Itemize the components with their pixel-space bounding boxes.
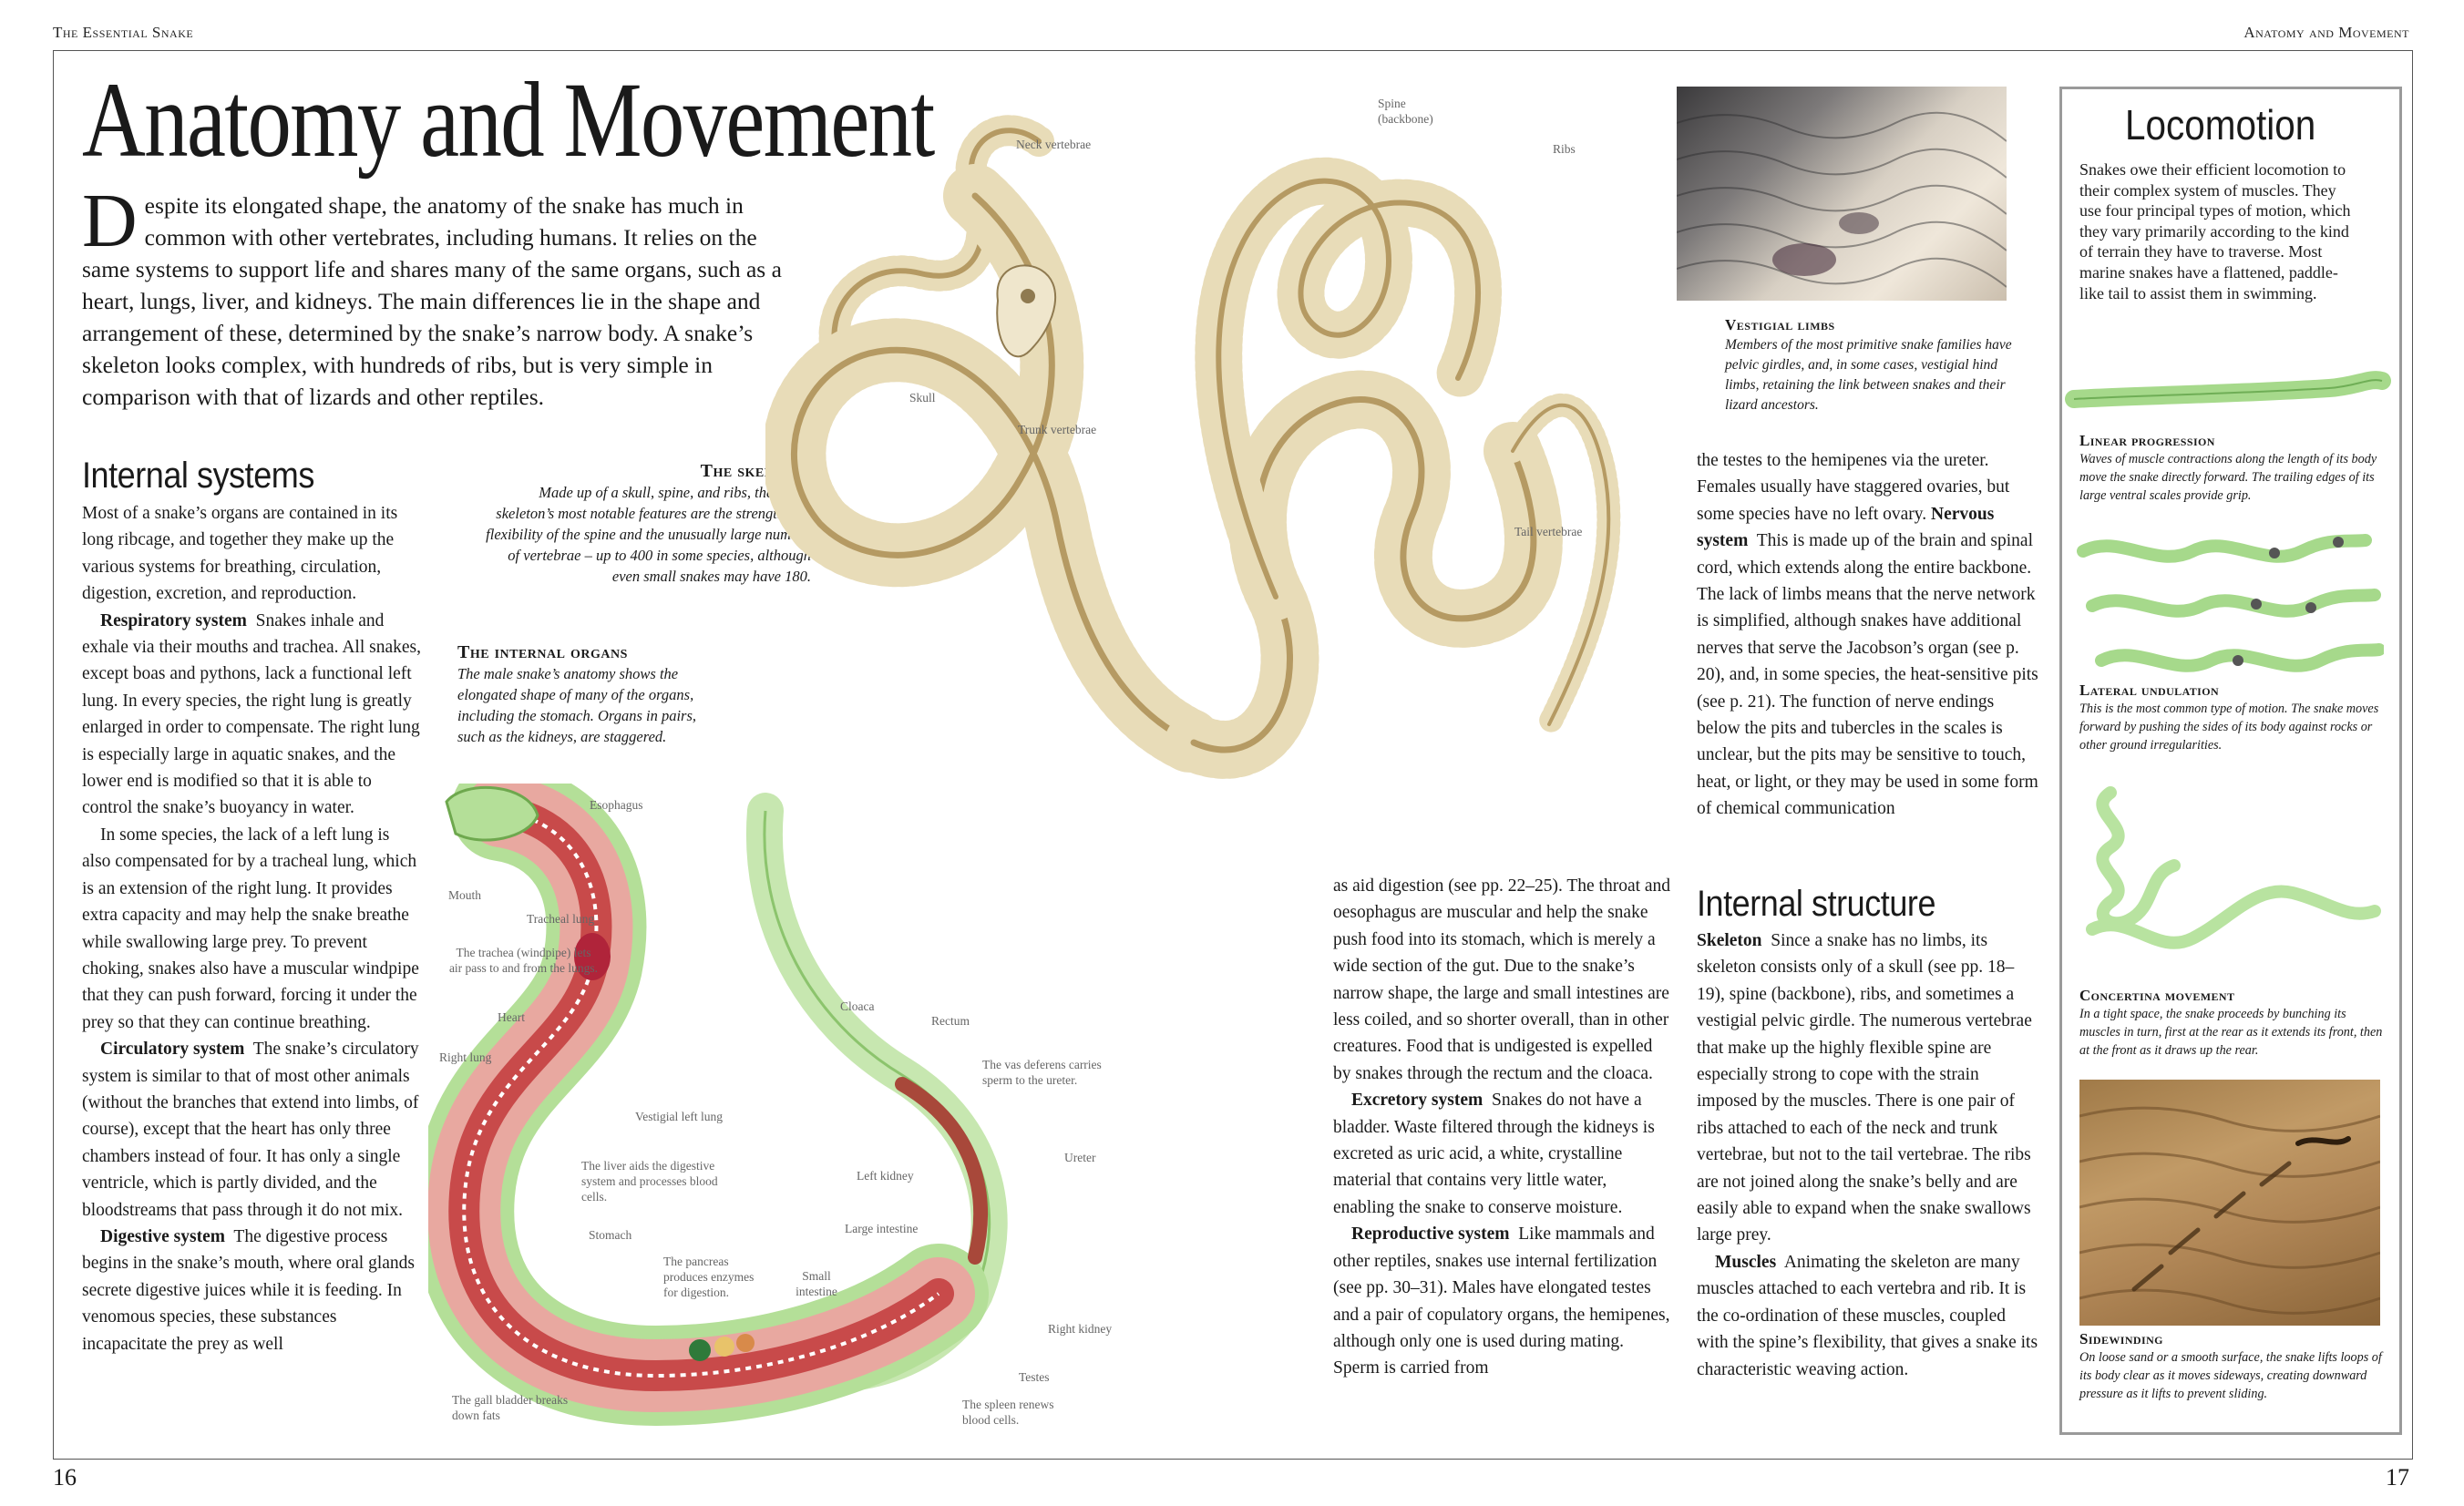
caption-title: The internal organs <box>457 642 628 662</box>
middle-column-text <box>1333 873 1672 1382</box>
run-in-head: Respiratory system <box>100 610 247 630</box>
paragraph: In some species, the lack of a left lung is also compensated for by a tracheal lung, which is an extension of the right lung. It provides extra capacity and may help the snake breathe while swallowing large prey. To prevent choking, snakes also have a muscular windpipe that they can push forward, forcing it under the prey so that they can continue breathing. <box>82 825 419 1032</box>
caption-title: Linear progression <box>2079 432 2215 449</box>
label-vas-deferens: The vas deferens carries sperm to the ureter. <box>982 1058 1102 1087</box>
paragraph-text: the testes to the hemipenes via the ureter. Females usually have staggered ovaries, but some species have no left ovary. <box>1697 451 2010 524</box>
caption-title: Lateral undulation <box>2079 681 2220 699</box>
caption-text: On loose sand or a smooth surface, the snake lifts loops of its body clear as it moves sideways, creating downward pressure as it lifts to prevent sliding. <box>2079 1350 2382 1401</box>
running-head-left: The Essential Snake <box>53 24 194 41</box>
snake-scales-image <box>1677 87 2007 301</box>
caption-text: This is the most common type of motion. The snake moves forward by pushing the sides of its body against rocks or other ground irregularities. <box>2079 702 2379 753</box>
label-spleen: The spleen renews blood cells. <box>962 1398 1054 1427</box>
label-right-lung: Right lung <box>439 1050 492 1064</box>
run-in-head: Excretory system <box>1351 1091 1484 1111</box>
label-skull: Skull <box>909 391 936 405</box>
caption-title: The skeleton <box>700 461 811 481</box>
sidewinder-snake-icon <box>2298 1139 2348 1143</box>
label-mouth: Mouth <box>448 888 482 902</box>
sidebar-intro: Snakes owe their efficient locomotion to their complex system of muscles. They use four principal types of motion, which they vary primarily according to the kind of terrain they have to traverse. Most marine snakes have a flattened, paddle-like tail to assist them in swimming. <box>2079 160 2351 302</box>
label-pancreas: The pancreas produces enzymes for digestion. <box>663 1255 755 1299</box>
paragraph: as aid digestion (see pp. 22–25). The throat and oesophagus are muscular and help the snake push food into its stomach, which is merely a wide section of the gut. Due to the snake’s narrow shape, the large and small intestines are less coiled, and so shorter overall, than in other creatures. Food that is undigested is expelled by snakes through the rectum and the cloaca. <box>1333 876 1671 1083</box>
label-trachea: The trachea (windpipe) lets air pass to and from the lungs. <box>448 946 599 975</box>
paragraph <box>1697 927 2041 1249</box>
label-gall-bladder: The gall bladder breaks down fats <box>452 1393 569 1422</box>
right-column-lower-text <box>1697 927 2041 1383</box>
intro-paragraph <box>82 179 782 413</box>
label-ureter: Ureter <box>1064 1151 1096 1164</box>
left-column-text <box>82 500 421 1357</box>
label-stomach: Stomach <box>589 1228 632 1242</box>
vestigial-limbs-photo <box>1677 87 2007 301</box>
paragraph-text: Like mammals and other reptiles, snakes use internal fertilization (see pp. 30–31). Males have elongated testes and a pair of copulatory organs, the hemipenes, although only one is used during mating. Sperm is carried from <box>1333 1224 1670 1378</box>
paragraph <box>1697 447 2041 823</box>
run-in-head: Muscles <box>1715 1252 1777 1272</box>
paragraph-text: Animating the skeleton are many muscles attached to each vertebra and rib. It is the co-ordination of these muscles, coupled with the spine’s flexibility, that gives a snake its characteristic weaving action. <box>1697 1252 2038 1379</box>
label-right-kidney: Right kidney <box>1048 1322 1113 1336</box>
heading-internal-structure: Internal structure <box>1697 884 1936 924</box>
paragraph-text: Snakes do not have a bladder. Waste filtered through the kidneys is excreted as uric acid, a white, crystalline material that contains very little water, enabling the snake to conserve moisture. <box>1333 1091 1655 1217</box>
caption-title: Vestigial limbs <box>1725 316 1835 333</box>
page-title: Anatomy and Movement <box>82 60 934 179</box>
label-cloaca: Cloaca <box>840 999 875 1013</box>
concertina-caption <box>2079 987 2389 1060</box>
run-in-head: Reproductive system <box>1351 1224 1510 1245</box>
paragraph: Most of a snake’s organs are contained in its long ribcage, and together they make up the various systems for breathing, circulation, digestion, excretion, and reproduction. <box>82 504 398 604</box>
paragraph <box>1697 1249 2041 1383</box>
right-column-upper-text <box>1697 447 2041 823</box>
label-ribs: Ribs <box>1553 142 1576 156</box>
paragraph <box>82 1036 421 1224</box>
intro-text: espite its elongated shape, the anatomy of the snake has much in common with other vertebrates, including humans. It relies on the same systems to support life and shares many of the same organs, such as a heart, lungs, liver, and kidneys. The main differences lie in the shape and arrangement of these, determined by the snake’s narrow body. A snake’s skeleton looks complex, with hundreds of ribs, but is very simple in comparison with that of lizards and other reptiles. <box>82 192 782 410</box>
label-trunk-vertebrae: Trunk vertebrae <box>1018 423 1097 436</box>
snake-skeleton-illustration <box>765 87 1677 870</box>
paragraph <box>1333 1087 1672 1221</box>
lateral-undulation-illustration <box>2074 524 2384 679</box>
drop-cap: D <box>82 179 138 263</box>
paragraph-text: Since a snake has no limbs, its skeleton consists only of a skull (see pp. 18–19), spine (backbone), ribs, and sometimes a vestigial pelvic girdle. The numerous vertebrae that make up the highly flexible spine are especially strong to cope with the strain imposed by the muscles. There is one pair of ribs attached to each of the neck and trunk vertebrae, but not to the tail vertebrae. The ribs are not joined along the snake’s belly and are easily able to expand when the snake swallows large prey. <box>1697 931 2032 1245</box>
label-large-intestine: Large intestine <box>845 1222 919 1235</box>
spleen-icon <box>736 1334 755 1352</box>
paragraph-text: The digestive process begins in the snake’s mouth, where oral glands secrete digestive juices while it is feeding. In venomous species, these substances incapacitate the prey as well <box>82 1226 416 1354</box>
vestigial-caption <box>1725 315 2035 415</box>
caption-text: Waves of muscle contractions along the length of its body move the snake directly forward. The trailing edges of its large ventral scales provide grip. <box>2079 452 2377 503</box>
lateral-undulation-caption <box>2079 681 2389 754</box>
label-liver: The liver aids the digestive system and processes blood cells. <box>581 1159 718 1204</box>
linear-progression-illustration <box>2065 364 2393 419</box>
label-tail-vertebrae: Tail vertebrae <box>1514 525 1583 538</box>
paragraph-text: Snakes inhale and exhale via their mouths and trachea. All snakes, except boas and pythons, lack a functional left lung. In every species, the right lung is greatly enlarged in order to compensate. The right lung is especially large in aquatic snakes, and the lower end is modified so that it is able to control the snake’s buoyancy in water. <box>82 610 422 818</box>
paragraph <box>82 1224 421 1357</box>
label-rectum: Rectum <box>931 1014 970 1028</box>
sidebar-title: Locomotion <box>2125 101 2316 149</box>
label-heart: Heart <box>498 1010 525 1024</box>
run-in-head: Digestive system <box>100 1226 226 1246</box>
sidewinding-caption <box>2079 1330 2389 1403</box>
label-neck-vertebrae: Neck vertebrae <box>1016 138 1092 151</box>
run-in-head: Circulatory system <box>100 1040 245 1060</box>
run-in-head: Skeleton <box>1697 931 1762 950</box>
caption-title: Concertina movement <box>2079 987 2235 1004</box>
gall-bladder-icon <box>689 1339 711 1361</box>
label-tracheal-lung: Tracheal lung <box>527 912 595 926</box>
paragraph-text: The snake’s circulatory system is similar to that of most other animals (without the branches that extend into limbs, of course), except that the heart has only three chambers instead of four. It has only a single ventricle, which is partly divided, and the bloodstreams that pass through it do not mix. <box>82 1040 419 1220</box>
label-esophagus: Esophagus <box>590 798 643 812</box>
organs-caption <box>457 642 722 747</box>
run-in-head: Nervous system <box>1697 504 1995 551</box>
folio-right: 17 <box>2386 1464 2409 1491</box>
folio-left: 16 <box>53 1464 77 1491</box>
paragraph <box>1333 1221 1672 1381</box>
label-vestigial-left-lung: Vestigial left lung <box>635 1110 723 1123</box>
sand-tracks-image <box>2079 1080 2380 1326</box>
concertina-illustration <box>2074 774 2384 993</box>
caption-text: Made up of a skull, spine, and ribs, the snake skeleton’s most notable features are the strength and flexibility of the spine and the unusually large number of vertebrae – up to 400 in some species, although even small snakes may have 180. <box>486 484 811 585</box>
label-left-kidney: Left kidney <box>857 1169 914 1183</box>
caption-text: The male snake’s anatomy shows the elongated shape of many of the organs, including the stomach. Organs in pairs, such as the kidneys, are staggered. <box>457 665 697 745</box>
label-small-intestine: Small intestine <box>796 1269 837 1298</box>
label-testes: Testes <box>1019 1370 1050 1384</box>
heading-internal-systems: Internal systems <box>82 456 314 496</box>
paragraph <box>82 608 421 822</box>
caption-title: Sidewinding <box>2079 1330 2163 1347</box>
running-head-right: Anatomy and Movement <box>2243 24 2409 41</box>
paragraph-text: This is made up of the brain and spinal cord, which extends along the entire backbone. The lack of limbs means that the nerve network is simplified, although snakes have additional nerves that serve the Jacobson’s organ (see p. 20), and, in some species, the heat-sensitive pits (see p. 21). The function of nerve endings below the pits and tubercles in the scales is unclear, but the pits may be sensitive to touch, heat, or light, or they may be used in some form of chemical communication <box>1697 531 2038 819</box>
linear-progression-caption <box>2079 432 2389 505</box>
skeleton-caption <box>483 461 811 587</box>
caption-text: In a tight space, the snake proceeds by bunching its muscles in turn, first at the rear as it extends its front, then at the front as it draws up the rear. <box>2079 1007 2383 1058</box>
label-spine: Spine (backbone) <box>1378 97 1433 126</box>
caption-text: Members of the most primitive snake families have pelvic girdles, and, in some cases, vestigial hind limbs, retaining the link between snakes and their lizard ancestors. <box>1725 337 2012 413</box>
sidewinding-photo <box>2079 1080 2380 1326</box>
internal-organs-illustration <box>428 784 1139 1439</box>
pancreas-icon <box>714 1337 734 1357</box>
